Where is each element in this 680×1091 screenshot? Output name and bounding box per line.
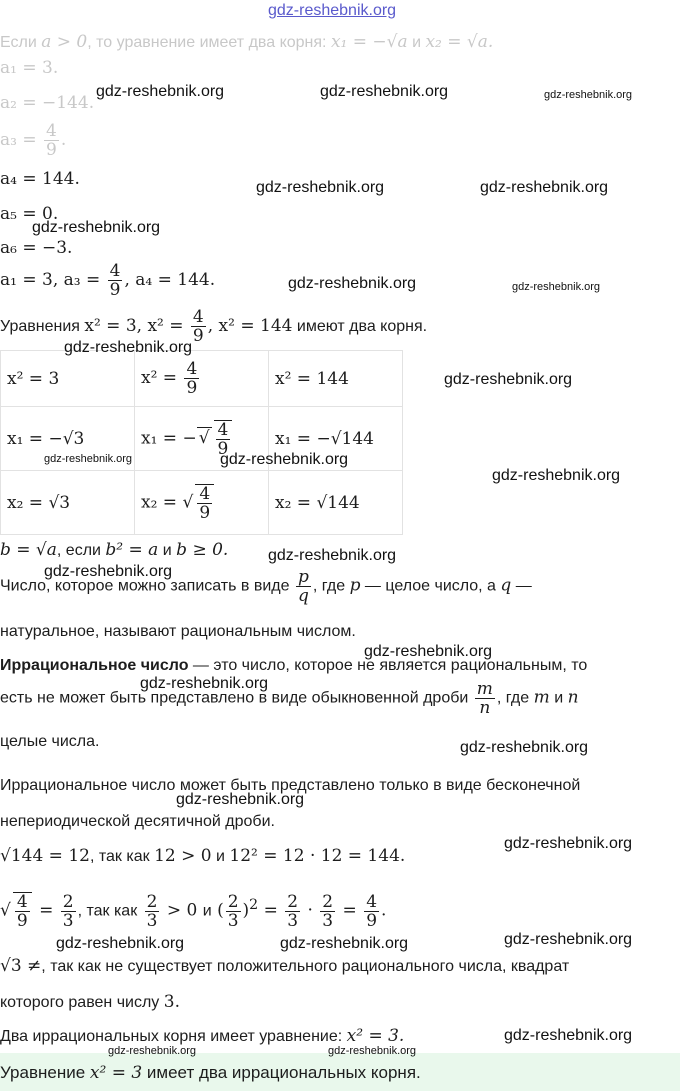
- watermark-link[interactable]: gdz-reshebnik.org: [268, 2, 397, 19]
- watermark-text: gdz-reshebnik.org: [256, 179, 385, 196]
- watermark-text: gdz-reshebnik.org: [268, 547, 397, 564]
- watermark-text: gdz-reshebnik.org: [512, 281, 601, 293]
- sqrt49-line: √ $\frac{4}{9}$ = $\frac{2}{3}$ , так как $\frac{2}{3}$ > 0 и ( $\frac{2}{3}$ )$^2$ = $\frac{2}{3}$ · $\frac{2}{3}$ = $\frac{4}{9}$ .: [0, 891, 387, 931]
- watermark-text: gdz-reshebnik.org: [460, 739, 589, 756]
- table-cell: x² = $\frac{4}{9}$: [135, 351, 269, 407]
- irrational-note-2: непериодической десятичной дроби.: [0, 813, 275, 830]
- watermark-text: gdz-reshebnik.org: [320, 83, 449, 100]
- summary-line: a₁ = 3, a₃ = $\frac{4}{9}$ , a₄ = 144.: [0, 261, 216, 300]
- watermark-text: gdz-reshebnik.org: [64, 339, 193, 356]
- table-cell: x² = 144: [269, 351, 403, 407]
- watermark-text: gdz-reshebnik.org: [176, 791, 305, 808]
- table-cell: x₂ = √ $\frac{4}{9}$: [135, 471, 269, 535]
- rational-definition-2: натуральное, называют рациональным числом.: [0, 623, 356, 640]
- watermark-text: gdz-reshebnik.org: [328, 1045, 417, 1057]
- rational-definition: Число, которое можно записать в виде $\frac{p}{q}$ , где p — целое число, а q —: [0, 567, 532, 606]
- final-answer: Уравнение x² = 3 имеет два иррациональных корня.: [0, 1063, 421, 1083]
- watermark-text: gdz-reshebnik.org: [108, 1045, 197, 1057]
- watermark-text: gdz-reshebnik.org: [96, 83, 225, 100]
- watermark-text: gdz-reshebnik.org: [140, 675, 269, 692]
- irrational-definition-2: есть не может быть представлено в виде обыкновенной дроби $\frac{m}{n}$ , где m и n: [0, 679, 579, 718]
- watermark-text: gdz-reshebnik.org: [288, 275, 417, 292]
- sqrt144-line: √144 = 12, так как 12 > 0 и 12² = 12 · 12 = 144.: [0, 846, 406, 866]
- watermark-text: gdz-reshebnik.org: [444, 371, 573, 388]
- watermark-text: gdz-reshebnik.org: [280, 935, 409, 952]
- two-irrational-line: Два иррациональных корня имеет уравнение: x² = 3.: [0, 1026, 405, 1046]
- intro-and: и: [412, 34, 421, 51]
- watermark-text: gdz-reshebnik.org: [44, 453, 133, 465]
- watermark-text: gdz-reshebnik.org: [364, 643, 493, 660]
- table-cell: x₁ = − √ $\frac{4}{9}$: [135, 407, 269, 471]
- answer-a5: a₅ = 0.: [0, 204, 59, 224]
- intro-cond: a > 0: [41, 32, 88, 52]
- watermark-text: gdz-reshebnik.org: [220, 451, 349, 468]
- a3-fraction: $\frac{4}{9}$: [46, 121, 57, 160]
- intro-text: , то уравнение имеет два корня:: [87, 34, 327, 51]
- answer-a1: a₁ = 3.: [0, 58, 59, 78]
- watermark-text: gdz-reshebnik.org: [480, 179, 609, 196]
- answer-a6: a₆ = −3.: [0, 238, 73, 258]
- answer-a3: a₃ = $\frac{4}{9}$ .: [0, 121, 67, 160]
- table-cell: x₁ = −√144: [269, 407, 403, 471]
- watermark-text: gdz-reshebnik.org: [492, 467, 621, 484]
- intro-x2: x₂ = √a.: [425, 32, 494, 52]
- answer-a4: a₄ = 144.: [0, 169, 80, 189]
- sqrt-definition: b = √a, если b² = a и b ≥ 0.: [0, 540, 229, 560]
- watermark-text: gdz-reshebnik.org: [56, 935, 185, 952]
- roots-table: [0, 350, 403, 535]
- table-row: [1, 471, 403, 535]
- irrational-definition: Иррациональное число — это число, которое не является рациональным, то: [0, 657, 588, 674]
- watermark-text: gdz-reshebnik.org: [504, 931, 633, 948]
- answer-a2: a₂ = −144.: [0, 93, 95, 113]
- watermark-text: gdz-reshebnik.org: [504, 835, 633, 852]
- sqrt3-line: √3 ≠, так как не существует положительного рационального числа, квадрат: [0, 956, 570, 976]
- table-row: [1, 351, 403, 407]
- intro-x1: x₁ = −√a: [330, 32, 408, 52]
- equations-line: Уравнения x² = 3, x² = $\frac{4}{9}$ , x² = 144 имеют два корня.: [0, 307, 428, 346]
- intro-lead: Если: [0, 34, 37, 51]
- table-cell: x² = 3: [1, 351, 135, 407]
- watermark-text: gdz-reshebnik.org: [44, 563, 173, 580]
- watermark-text: gdz-reshebnik.org: [544, 89, 633, 101]
- table-cell: x₂ = √3: [1, 471, 135, 535]
- table-cell: x₁ = −√3: [1, 407, 135, 471]
- irrational-definition-3: целые числа.: [0, 733, 100, 750]
- answer-a3-label: a₃ =: [0, 130, 43, 150]
- sqrt3-line-2: которого равен числу 3.: [0, 992, 180, 1012]
- irrational-note: Иррациональное число может быть представлено только в виде бесконечной: [0, 777, 581, 794]
- watermark-text: gdz-reshebnik.org: [504, 1027, 633, 1044]
- watermark-text: gdz-reshebnik.org: [32, 219, 161, 236]
- table-cell: x₂ = √144: [269, 471, 403, 535]
- intro-line: [0, 32, 493, 53]
